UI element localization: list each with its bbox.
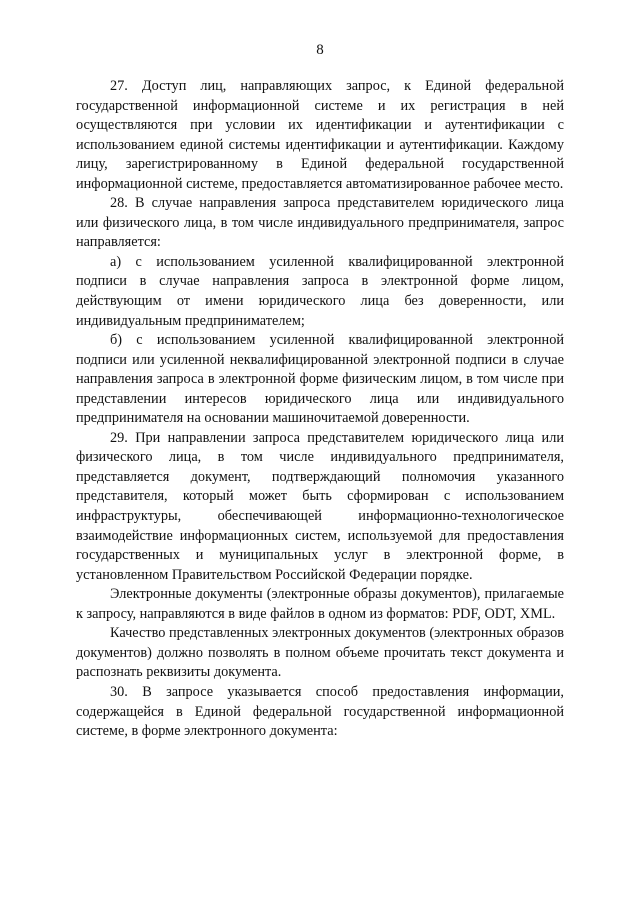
paragraph-27: 27. Доступ лиц, направляющих запрос, к Единой федеральной государственной информационной системе и их регистрация в ней осуществляются при условии их идентификации и аутентификации с использованием единой системы идентификации и аутентификации. Каждому лицу, зарегистрированному в Единой федеральной государственной информационной системе, предоставляется автоматизированное рабочее место. — [76, 78, 564, 192]
paragraph-30: 30. В запросе указывается способ предоставления информации, содержащейся в Единой федеральной государственной информационной системе, в форме электронного документа: — [76, 683, 564, 740]
page-number: 8 — [316, 42, 324, 58]
paragraph-28: 28. В случае направления запроса представителем юридического лица или физического лица, в том числе индивидуального предпринимателя, запрос направляется: — [76, 195, 564, 251]
paragraph-document-quality: Качество представленных электронных документов (электронных образов документов) должно позволять в полном объеме прочитать текст документа и распознать реквизиты документа. — [76, 625, 564, 681]
document-body — [76, 77, 564, 742]
paragraph-electronic-documents: Электронные документы (электронные образы документов), прилагаемые к запросу, направляются в виде файлов в одном из форматов: PDF, ODT, XML. — [76, 586, 564, 622]
paragraph-28-b: б) с использованием усиленной квалифицированной электронной подписи или усиленной неквалифицированной электронной подписи в случае направления запроса в электронной форме физическим лицом, в том числе при представлении интересов юридического лица или индивидуального предпринимателя на основании машиночитаемой доверенности. — [76, 332, 564, 427]
paragraph-29: 29. При направлении запроса представителем юридического лица или физического лица, в том числе индивидуального предпринимателя, представляется документ, подтверждающий полномочия указанного представителя, который может быть сформирован с использованием инфраструктуры, обеспечивающей информационно-технологическое взаимодействие информационных систем, используемой для предоставления государственных и муниципальных услуг в электронной форме, в установленном Правительством Российской Федерации порядке. — [76, 429, 564, 583]
paragraph-28-a: а) с использованием усиленной квалифицированной электронной подписи в случае направления запроса в электронной форме лицом, действующим от имени юридического лица без доверенности, или индивидуальным предпринимателем; — [76, 253, 564, 329]
